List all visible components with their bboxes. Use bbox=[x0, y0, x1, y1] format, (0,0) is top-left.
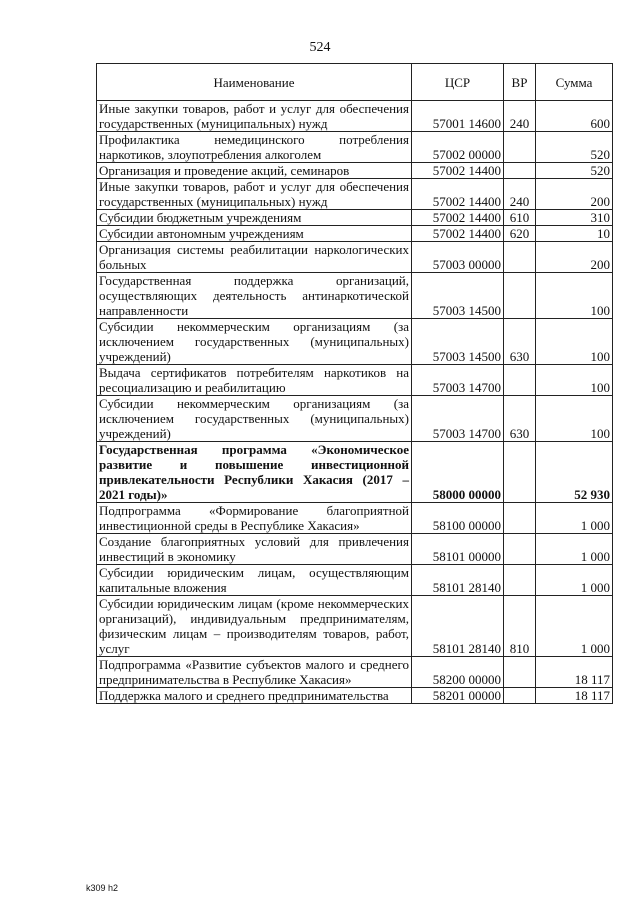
cell-sum: 200 bbox=[536, 179, 613, 210]
table-row bbox=[97, 242, 613, 273]
table-row bbox=[97, 503, 613, 534]
cell-sum: 100 bbox=[536, 319, 613, 365]
cell-sum: 100 bbox=[536, 365, 613, 396]
cell-name: Субсидии некоммерческим организациям (за исключением государственных (муниципальных) учреждений) bbox=[97, 319, 412, 365]
cell-csr: 58000 00000 bbox=[412, 442, 504, 503]
table-row bbox=[97, 534, 613, 565]
cell-vr: 630 bbox=[504, 319, 536, 365]
table-row bbox=[97, 596, 613, 657]
header-csr: ЦСР bbox=[412, 64, 504, 101]
header-vr: ВР bbox=[504, 64, 536, 101]
cell-vr bbox=[504, 534, 536, 565]
cell-name: Государственная программа «Экономическое развитие и повышение инвестиционной привлекательности Республики Хакасия (2017 – 2021 годы)» bbox=[97, 442, 412, 503]
cell-vr bbox=[504, 442, 536, 503]
budget-table bbox=[96, 63, 613, 704]
cell-vr: 240 bbox=[504, 101, 536, 132]
cell-csr: 57002 14400 bbox=[412, 179, 504, 210]
cell-csr: 58101 28140 bbox=[412, 596, 504, 657]
cell-sum: 200 bbox=[536, 242, 613, 273]
cell-vr bbox=[504, 365, 536, 396]
cell-csr: 57003 14500 bbox=[412, 319, 504, 365]
cell-sum: 18 117 bbox=[536, 688, 613, 704]
cell-sum: 520 bbox=[536, 163, 613, 179]
cell-sum: 1 000 bbox=[536, 534, 613, 565]
cell-csr: 57002 00000 bbox=[412, 132, 504, 163]
header-name: Наименование bbox=[97, 64, 412, 101]
table-row bbox=[97, 163, 613, 179]
cell-sum: 600 bbox=[536, 101, 613, 132]
cell-vr bbox=[504, 565, 536, 596]
table-row bbox=[97, 565, 613, 596]
cell-vr: 810 bbox=[504, 596, 536, 657]
cell-sum: 520 bbox=[536, 132, 613, 163]
cell-sum: 100 bbox=[536, 396, 613, 442]
cell-name: Профилактика немедицинского потребления наркотиков, злоупотребления алкоголем bbox=[97, 132, 412, 163]
cell-sum: 52 930 bbox=[536, 442, 613, 503]
cell-csr: 57003 14700 bbox=[412, 365, 504, 396]
cell-csr: 57003 14700 bbox=[412, 396, 504, 442]
document-code: k309 h2 bbox=[86, 883, 119, 893]
cell-csr: 58101 00000 bbox=[412, 534, 504, 565]
cell-vr bbox=[504, 657, 536, 688]
table-row bbox=[97, 657, 613, 688]
cell-name: Субсидии некоммерческим организациям (за исключением государственных (муниципальных) учреждений) bbox=[97, 396, 412, 442]
cell-vr bbox=[504, 273, 536, 319]
cell-vr bbox=[504, 132, 536, 163]
cell-name: Подпрограмма «Формирование благоприятной инвестиционной среды в Республике Хакасия» bbox=[97, 503, 412, 534]
cell-name: Организация системы реабилитации наркологических больных bbox=[97, 242, 412, 273]
cell-csr: 58101 28140 bbox=[412, 565, 504, 596]
cell-csr: 57003 14500 bbox=[412, 273, 504, 319]
header-sum: Сумма bbox=[536, 64, 613, 101]
table-row bbox=[97, 273, 613, 319]
table-row bbox=[97, 132, 613, 163]
cell-name: Иные закупки товаров, работ и услуг для обеспечения государственных (муниципальных) нужд bbox=[97, 101, 412, 132]
page-number: 524 bbox=[309, 40, 331, 55]
cell-name: Создание благоприятных условий для привлечения инвестиций в экономику bbox=[97, 534, 412, 565]
table-row bbox=[97, 101, 613, 132]
table-row bbox=[97, 226, 613, 242]
cell-sum: 310 bbox=[536, 210, 613, 226]
table-row bbox=[97, 688, 613, 704]
cell-sum: 18 117 bbox=[536, 657, 613, 688]
table-row bbox=[97, 365, 613, 396]
cell-csr: 58100 00000 bbox=[412, 503, 504, 534]
cell-vr bbox=[504, 242, 536, 273]
cell-csr: 57002 14400 bbox=[412, 163, 504, 179]
cell-vr bbox=[504, 163, 536, 179]
cell-csr: 57002 14400 bbox=[412, 210, 504, 226]
cell-vr: 240 bbox=[504, 179, 536, 210]
cell-csr: 58200 00000 bbox=[412, 657, 504, 688]
cell-vr bbox=[504, 688, 536, 704]
cell-name: Государственная поддержка организаций, осуществляющих деятельность антинаркотической направленности bbox=[97, 273, 412, 319]
cell-sum: 10 bbox=[536, 226, 613, 242]
cell-name: Субсидии бюджетным учреждениям bbox=[97, 210, 412, 226]
cell-vr bbox=[504, 503, 536, 534]
cell-vr: 630 bbox=[504, 396, 536, 442]
cell-name: Субсидии юридическим лицам (кроме некоммерческих организаций), индивидуальным предпринимателям, физическим лицам – производителям товаров, работ, услуг bbox=[97, 596, 412, 657]
cell-name: Подпрограмма «Развитие субъектов малого и среднего предпринимательства в Республике Хакасия» bbox=[97, 657, 412, 688]
cell-csr: 58201 00000 bbox=[412, 688, 504, 704]
cell-name: Субсидии автономным учреждениям bbox=[97, 226, 412, 242]
cell-vr: 610 bbox=[504, 210, 536, 226]
cell-sum: 1 000 bbox=[536, 503, 613, 534]
table-row bbox=[97, 396, 613, 442]
table-row bbox=[97, 179, 613, 210]
table-row bbox=[97, 319, 613, 365]
cell-name: Поддержка малого и среднего предпринимательства bbox=[97, 688, 412, 704]
cell-csr: 57003 00000 bbox=[412, 242, 504, 273]
cell-name: Субсидии юридическим лицам, осуществляющим капитальные вложения bbox=[97, 565, 412, 596]
table-row bbox=[97, 442, 613, 503]
table-row bbox=[97, 210, 613, 226]
cell-csr: 57002 14400 bbox=[412, 226, 504, 242]
table-header-row bbox=[97, 64, 613, 101]
cell-name: Иные закупки товаров, работ и услуг для обеспечения государственных (муниципальных) нужд bbox=[97, 179, 412, 210]
cell-vr: 620 bbox=[504, 226, 536, 242]
cell-sum: 100 bbox=[536, 273, 613, 319]
cell-name: Организация и проведение акций, семинаров bbox=[97, 163, 412, 179]
cell-sum: 1 000 bbox=[536, 596, 613, 657]
cell-sum: 1 000 bbox=[536, 565, 613, 596]
cell-csr: 57001 14600 bbox=[412, 101, 504, 132]
cell-name: Выдача сертификатов потребителям наркотиков на ресоциализацию и реабилитацию bbox=[97, 365, 412, 396]
